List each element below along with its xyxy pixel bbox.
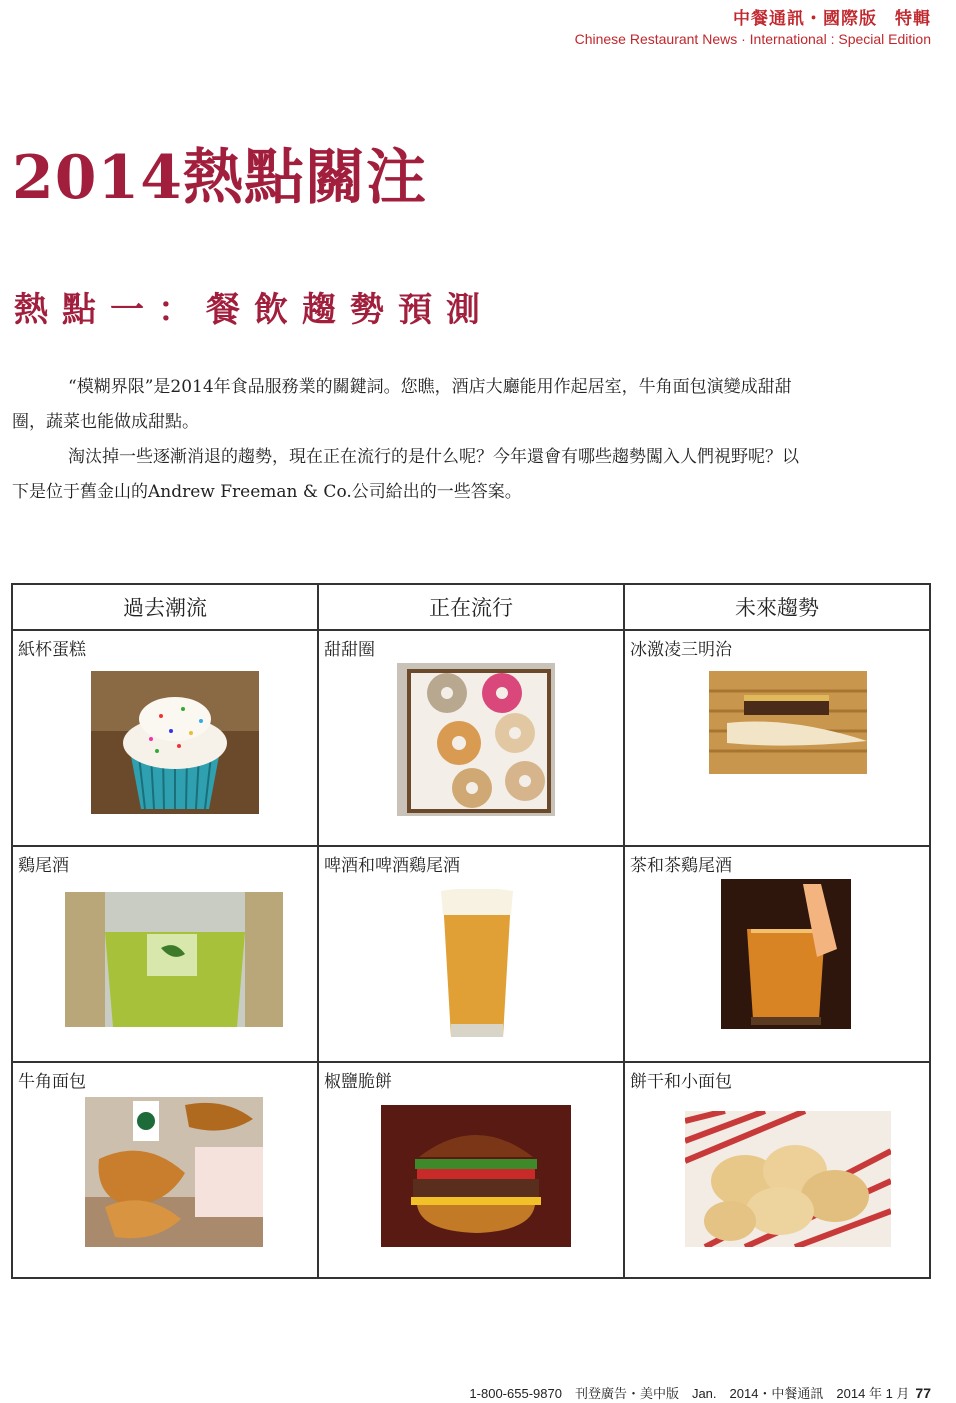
page-title: 2014熱點關注 xyxy=(12,143,427,213)
table-cell xyxy=(318,846,624,1062)
biscuits-image xyxy=(685,1111,891,1247)
cell-label: 餅干和小面包 xyxy=(630,1072,732,1092)
donuts-image xyxy=(397,663,555,816)
cell-label: 鷄尾酒 xyxy=(18,856,69,876)
beer-image xyxy=(437,889,517,1039)
page-header xyxy=(575,4,931,47)
table-header-row xyxy=(12,584,930,630)
header-current: 正在流行 xyxy=(318,584,624,630)
cell-label: 牛角面包 xyxy=(18,1072,86,1092)
cell-label: 甜甜圈 xyxy=(324,640,375,660)
table-cell xyxy=(12,630,318,846)
table-cell xyxy=(318,630,624,846)
trend-table xyxy=(11,583,931,1279)
header-future: 未來趨勢 xyxy=(624,584,930,630)
table-row xyxy=(12,1062,930,1278)
table-cell xyxy=(624,1062,930,1278)
cocktail-image xyxy=(65,892,283,1027)
cell-label: 冰激凌三明治 xyxy=(630,640,732,660)
table-cell xyxy=(12,846,318,1062)
header-english: Chinese Restaurant News · International : Special Edition xyxy=(574,31,931,47)
cell-label: 紙杯蛋糕 xyxy=(18,640,86,660)
cell-label: 啤酒和啤酒鷄尾酒 xyxy=(324,856,460,876)
table-cell xyxy=(624,846,930,1062)
cupcake-image xyxy=(91,671,259,814)
tea-cocktail-image xyxy=(721,879,851,1029)
page-footer xyxy=(469,1383,931,1402)
cell-label: 茶和茶鷄尾酒 xyxy=(630,856,732,876)
paragraph-1: “模糊界限”是2014年食品服務業的關鍵詞。您瞧，酒店大廳能用作起居室，牛角面包演變成甜甜圈，蔬菜也能做成甜點。 xyxy=(12,377,792,432)
table-row xyxy=(12,846,930,1062)
table-cell xyxy=(624,630,930,846)
table-cell xyxy=(12,1062,318,1278)
table-row xyxy=(12,630,930,846)
intro-text xyxy=(12,370,812,510)
header-past: 過去潮流 xyxy=(12,584,318,630)
page-number: 77 xyxy=(915,1385,931,1401)
header-chinese: 中餐通訊・國際版 特輯 xyxy=(733,9,931,29)
paragraph-2: 淘汰掉一些逐漸消退的趨勢，現在正在流行的是什么呢？今年還會有哪些趨勢闖入人們視野呢？以下是位于舊金山的Andrew Freeman & Co.公司給出的一些答案。 xyxy=(12,447,799,502)
footer-text: 1-800-655-9870 刊登廣告・美中版 Jan. 2014・中餐通訊 2014 年 1 月 xyxy=(469,1386,910,1401)
section-subtitle: 熱點一：餐飲趨勢預測 xyxy=(14,290,494,330)
pretzel-burger-image xyxy=(381,1105,571,1247)
table-cell xyxy=(318,1062,624,1278)
cell-label: 椒鹽脆餅 xyxy=(324,1072,392,1092)
ice-cream-sandwich-image xyxy=(709,671,867,774)
croissant-image xyxy=(85,1097,263,1247)
